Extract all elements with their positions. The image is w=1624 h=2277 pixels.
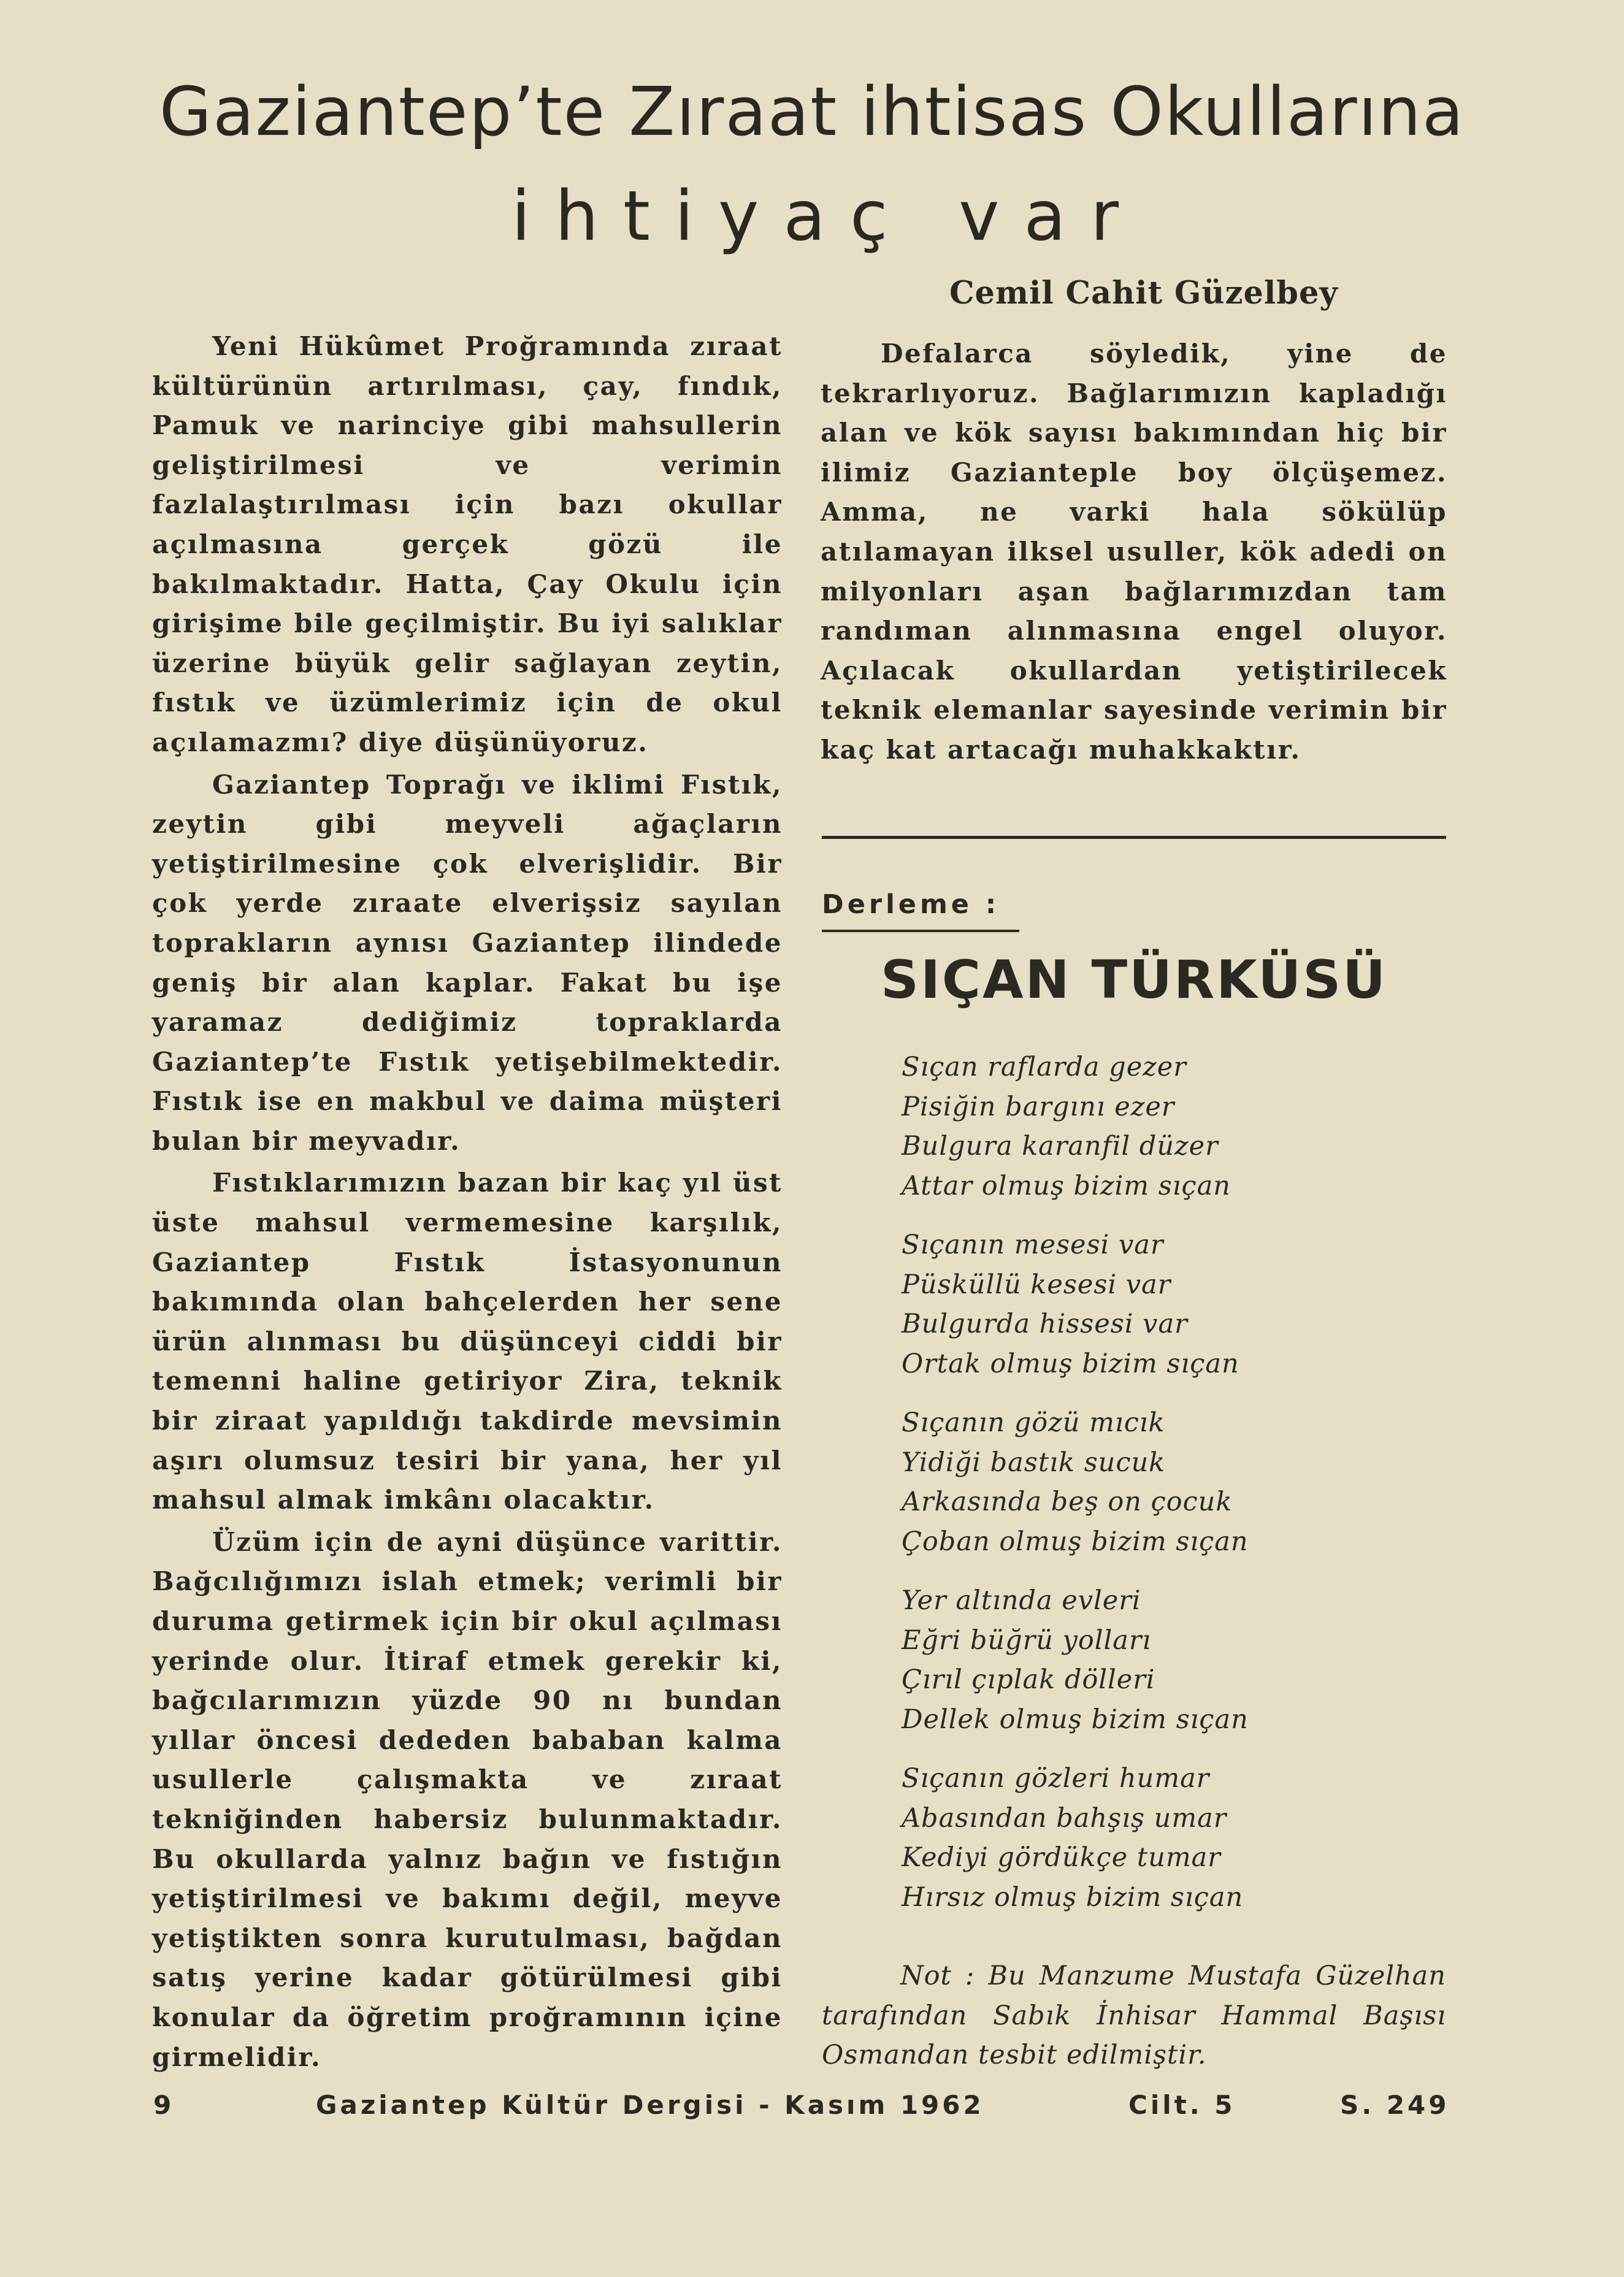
left-column: [152, 327, 783, 2080]
poem-verse: Arkasında beş on çocuk: [902, 1487, 1233, 1517]
poem-stanza: [902, 1225, 1429, 1383]
poem-verse: Sıçanın mesesi var: [902, 1230, 1164, 1260]
poem-verse: Yer altında evleri: [902, 1585, 1141, 1616]
poem-verse: Eğri büğrü yolları: [902, 1625, 1152, 1656]
author-byline: Cemil Cahit Güzelbey: [949, 275, 1339, 312]
page-number: 9: [153, 2090, 175, 2120]
article-paragraph: Defalarca söyledik, yine de tekrarlıyoruz. Bağlarımızın kapladığı alan ve kök sayısı bakımından hiç bir ilimiz Gazianteple boy ölçüşemez. Amma, ne varki hala sökülüp atılamayan ilksel usuller, kök adedi on milyonları aşan bağlarımızdan tam randıman alınmasına engel oluyor. Açılacak okullardan yetiştirilecek teknik elemanlar sayesinde verimin bir kaç kat artacağı muhakkaktır.: [821, 339, 1447, 765]
poem-stanza: [902, 1581, 1429, 1739]
poem-verse: Pisiğin bargını ezer: [902, 1091, 1175, 1122]
page-footer: [153, 2090, 1450, 2127]
section-label-underline: [822, 930, 1019, 932]
issue-number: S. 249: [1340, 2090, 1450, 2120]
poem-note: Not : Bu Manzume Mustafa Güzelhan tarafından Sabık İnhisar Hammal Başısı Osmandan tesbit edilmiştir.: [822, 1961, 1446, 2070]
poem-body: [902, 1047, 1429, 1937]
poem-verse: Dellek olmuş bizim sıçan: [902, 1704, 1249, 1735]
poem-verse: Kediyi gördükçe tumar: [902, 1842, 1221, 1873]
poem-verse: Sıçanın gözleri humar: [902, 1763, 1210, 1794]
poem-title: SIÇAN TÜRKÜSÜ: [881, 949, 1387, 1011]
poem-verse: Attar olmuş bizim sıçan: [902, 1170, 1231, 1201]
right-column: [821, 334, 1447, 773]
article-paragraph: Yeni Hükûmet Proğramında zıraat kültürünün artırılması, çay, fındık, Pamuk ve narinciye gibi mahsullerin geliştirilmesi ve verimin fazlalaştırılması için bazı okullar açılmasına gerçek gözü ile bakılmaktadır. Hatta, Çay Okulu için girişime bile geçilmiştir. Bu iyi salıklar üzerine büyük gelir sağlayan zeytin, fıstık ve üzümlerimiz için de okul açılamazmı? diye düşünüyoruz.: [152, 331, 783, 757]
poem-verse: Ortak olmuş bizim sıçan: [902, 1348, 1239, 1379]
section-divider: [822, 836, 1446, 839]
poem-stanza: [902, 1403, 1429, 1561]
article-paragraph: Üzüm için de ayni düşünce varittir. Bağcılığımızı islah etmek; verimli bir duruma getirmek için bir okul açılması yerinde olur. İtiraf etmek gerekir ki, bağcılarımızın yüzde 90 nı bundan yıllar öncesi dededen bababan kalma usullerle çalışmakta ve zıraat tekniğinden habersiz bulunmaktadır. Bu okullarda yalnız bağın ve fıstığın yetiştirilmesi ve bakımı değil, meyve yetiştikten sonra kurutulması, bağdan satış yerine kadar götürülmesi gibi konular da öğretim proğramının içine girmelidir.: [152, 1526, 783, 2072]
article-title-line2: ihtiyaç var: [511, 177, 1144, 256]
article-paragraph: Fıstıklarımızın bazan bir kaç yıl üst üste mahsul vermemesine karşılık, Gaziantep Fıstık İstasyonunun bakımında olan bahçelerden her sene ürün alınması bu düşünceyi ciddi bir temenni haline getiriyor Zira, teknik bir ziraat yapıldığı takdirde mevsimin aşırı olumsuz tesiri bir yana, her yıl mahsul almak imkânı olacaktır.: [152, 1168, 783, 1515]
poem-verse: Bulgura karanfil düzer: [902, 1131, 1219, 1161]
section-label: Derleme :: [822, 889, 1000, 920]
journal-info: Gaziantep Kültür Dergisi - Kasım 1962: [316, 2090, 984, 2120]
article-paragraph: Gaziantep Toprağı ve iklimi Fıstık, zeytin gibi meyveli ağaçların yetiştirilmesine çok elverişlidir. Bir çok yerde zıraate elverişsiz sayılan toprakların aynısı Gaziantep ilindede geniş bir alan kaplar. Fakat bu işe yaramaz dediğimiz topraklarda Gaziantep’te Fıstık yetişebilmektedir. Fıstık ise en makbul ve daima müşteri bulan bir meyvadır.: [152, 769, 783, 1156]
poem-verse: Sıçan raflarda gezer: [902, 1052, 1187, 1082]
poem-verse: Abasından bahşış umar: [902, 1802, 1227, 1834]
poem-verse: Hırsız olmuş bizim sıçan: [902, 1881, 1244, 1913]
article-title-line1: Gaziantep’te Zıraat ihtisas Okullarına: [159, 72, 1465, 151]
volume-number: Cilt. 5: [1128, 2090, 1236, 2120]
poem-verse: Bulgurda hissesi var: [902, 1309, 1188, 1339]
poem-verse: Püsküllü kesesi var: [902, 1269, 1171, 1300]
poem-verse: Çoban olmuş bizim sıçan: [902, 1526, 1249, 1557]
poem-stanza: [902, 1047, 1429, 1206]
poem-verse: Sıçanın gözü mıcık: [902, 1407, 1165, 1438]
poem-verse: Çırıl çıplak dölleri: [902, 1664, 1155, 1695]
poem-stanza: [902, 1759, 1429, 1917]
poem-verse: Yidiği bastık sucuk: [902, 1447, 1166, 1478]
